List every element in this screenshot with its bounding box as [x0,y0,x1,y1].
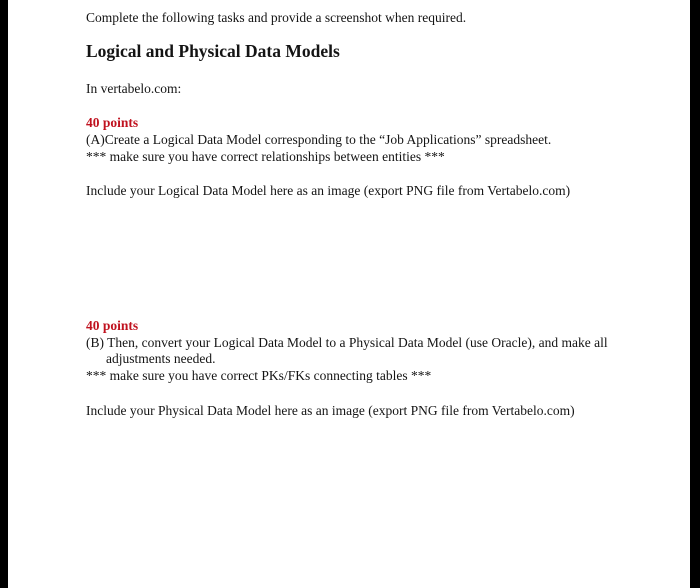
intro-text: Complete the following tasks and provide a screenshot when required. [86,10,467,25]
page-title: Logical and Physical Data Models [86,41,340,61]
task-b-include: Include your Physical Data Model here as an image (export PNG file from Vertabelo.com) [86,403,575,418]
task-b-note: *** make sure you have correct PKs/FKs connecting tables *** [86,368,432,383]
task-b-description-line1: (B) Then, convert your Logical Data Model to a Physical Data Model (use Oracle), and make all [86,335,608,350]
right-edge-bar [690,0,700,588]
task-b-description-line2: adjustments needed. [106,351,216,366]
site-text: In vertabelo.com: [86,81,182,96]
task-a-include: Include your Logical Data Model here as an image (export PNG file from Vertabelo.com) [86,183,571,198]
task-a-description: (A)Create a Logical Data Model corresponding to the “Job Applications” spreadsheet. [86,132,552,147]
task-b-points: 40 points [86,318,139,333]
task-a-points: 40 points [86,115,139,130]
left-edge-bar [0,0,8,588]
task-a-note: *** make sure you have correct relationships between entities *** [86,149,445,164]
